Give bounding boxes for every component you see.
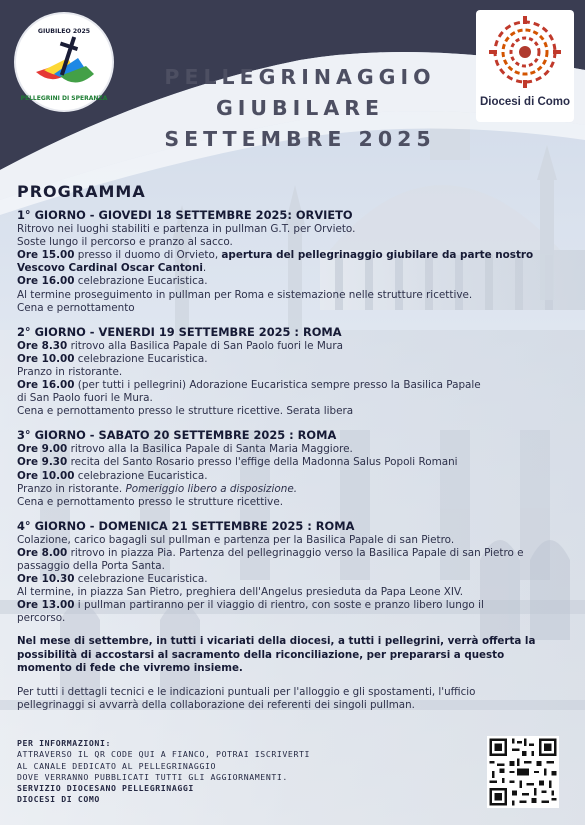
- day-2: [17, 325, 565, 419]
- text: i pullman partiranno per il viaggio di rientro, con soste e pranzo libero lungo il: [74, 599, 484, 612]
- day-1-line: Al termine proseguimento in pullman per Roma e sistemazione nelle strutture ricettive.: [17, 288, 473, 301]
- day-2-line: di San Paolo fuori le Mura.: [17, 392, 153, 405]
- day-3-line: Cena e pernottamento presso le strutture ricettive.: [17, 495, 284, 508]
- program-content: [17, 182, 565, 730]
- time: Ore 10.00: [17, 469, 75, 482]
- time: Ore 16.00: [17, 379, 75, 392]
- time: Ore 16.00: [17, 275, 75, 288]
- day-4-line: [17, 547, 565, 560]
- day-2-line: [17, 379, 565, 392]
- poster-title: [120, 62, 480, 155]
- logo-left-top-text: GIUBILEO 2025: [37, 28, 91, 35]
- program-heading: PROGRAMMA: [17, 182, 146, 201]
- text: ritrovo alla Basilica Papale di San Paolo fuori le Mura: [67, 339, 344, 352]
- diocese-name: Diocesi di Como: [479, 96, 571, 108]
- day-3-line: [17, 470, 565, 483]
- text: celebrazione Eucaristica.: [74, 352, 208, 365]
- text: Pranzo in ristorante.: [17, 482, 126, 495]
- title-line-3: SETTEMBRE 2025: [164, 127, 436, 151]
- day-4-title: 4° GIORNO - DOMENICA 21 SETTEMBRE 2025 : ROMA: [17, 518, 355, 533]
- day-4: [17, 519, 565, 626]
- text: celebrazione Eucaristica.: [74, 275, 208, 288]
- day-3-line: [17, 483, 565, 496]
- day-2-line: Pranzo in ristorante.: [17, 365, 123, 378]
- notice-line: Nel mese di settembre, in tutti i vicariati della diocesi, a tutti i pellegrini, verrà offerta la: [17, 635, 536, 648]
- italic-text: Pomeriggio libero a disposizione.: [125, 482, 298, 495]
- day-4-line: Colazione, carico bagagli sul pullman e partenza per la Basilica Papale di san Pietro.: [17, 533, 455, 546]
- info-section: [17, 738, 417, 806]
- day-1-line: [17, 275, 565, 288]
- time: Ore 9.00: [17, 443, 68, 456]
- title-line-1: PELLEGRINAGGIO: [164, 65, 436, 89]
- time: Ore 15.00: [17, 249, 75, 262]
- time: Ore 8.30: [17, 339, 68, 352]
- reconciliation-notice: [17, 635, 565, 675]
- qr-code-icon[interactable]: [487, 736, 559, 808]
- info-heading: PER INFORMAZIONI:: [17, 738, 111, 748]
- closing-line: pellegrinaggi si avvarrà della collaborazione dei referenti dei singoli pullman.: [17, 699, 415, 712]
- jubilee-logo-icon: [16, 14, 112, 110]
- day-1-line: Cena e pernottamento: [17, 301, 135, 314]
- text: .: [202, 262, 207, 275]
- day-1-line: [17, 262, 565, 275]
- day-1: [17, 208, 565, 315]
- text: recita del Santo Rosario presso l'effige della Madonna Salus Popoli Romani: [67, 456, 458, 469]
- day-4-line: percorso.: [17, 612, 66, 625]
- day-3-title: 3° GIORNO - SABATO 20 SETTEMBRE 2025 : ROMA: [17, 428, 337, 443]
- text: celebrazione Eucaristica.: [74, 469, 208, 482]
- notice-line: momento di fede che vivremo insieme.: [17, 662, 243, 675]
- title-line-2: GIUBILARE: [215, 96, 385, 120]
- day-3: [17, 428, 565, 508]
- text: ritrovo alla la Basilica Papale di Santa Maria Maggiore.: [67, 443, 353, 456]
- text: (per tutti i pellegrini) Adorazione Eucaristica sempre presso la Basilica Papale: [74, 379, 481, 392]
- diocese-rosette-icon: [476, 10, 574, 94]
- highlight: apertura del pellegrinaggio giubilare da parte nostro: [221, 249, 534, 262]
- time: Ore 10.00: [17, 352, 75, 365]
- time: Ore 10.30: [17, 573, 75, 586]
- day-1-title: 1° GIORNO - GIOVEDI 18 SETTEMBRE 2025: ORVIETO: [17, 208, 353, 223]
- time: Ore 8.00: [17, 546, 68, 559]
- qr-code[interactable]: [487, 736, 559, 808]
- closing-line: Per tutti i dettagli tecnici e le indicazioni puntuali per l'alloggio e gli spostamenti, l'ufficio: [17, 685, 476, 698]
- time: Ore 9.30: [17, 456, 68, 469]
- office-line: SERVIZIO DIOCESANO PELLEGRINAGGI: [17, 783, 194, 794]
- day-1-line: Soste lungo il percorso e pranzo al sacco.: [17, 236, 233, 249]
- info-line: ATTRAVERSO IL QR CODE QUI A FIANCO, POTRAI ISCRIVERTI: [17, 749, 311, 760]
- day-4-line: [17, 599, 565, 612]
- text: presso il duomo di Orvieto,: [74, 249, 222, 262]
- text: ritrovo in piazza Pia. Partenza del pellegrinaggio verso la Basilica Papale di san Pietro e: [67, 546, 524, 559]
- info-line: AL CANALE DEDICATO AL PELLEGRINAGGIO: [17, 760, 217, 771]
- day-2-line: Cena e pernottamento presso le strutture ricettive. Serata libera: [17, 405, 354, 418]
- info-line: DOVE VERRANNO PUBBLICATI TUTTI GLI AGGIORNAMENTI.: [17, 771, 288, 782]
- diocese-logo: [476, 10, 574, 122]
- closing-paragraph: [17, 686, 565, 713]
- time: Ore 13.00: [17, 599, 75, 612]
- day-3-line: [17, 456, 565, 469]
- day-2-title: 2° GIORNO - VENERDI 19 SETTEMBRE 2025 : ROMA: [17, 324, 342, 339]
- day-2-line: [17, 340, 565, 353]
- notice-line: possibilità di accostarsi al sacramento della riconciliazione, per prepararsi a questo: [17, 648, 505, 661]
- day-2-line: [17, 353, 565, 366]
- day-4-line: Al termine, in piazza San Pietro, preghiera dell'Angelus presieduta da Papa Leone XIV.: [17, 586, 464, 599]
- text: celebrazione Eucaristica.: [74, 573, 208, 586]
- day-4-line: [17, 573, 565, 586]
- day-4-line: passaggio della Porta Santa.: [17, 559, 165, 572]
- day-3-line: [17, 443, 565, 456]
- jubilee-logo: [16, 14, 112, 110]
- highlight: Vescovo Cardinal Oscar Cantoni: [17, 262, 203, 275]
- day-1-line: [17, 249, 565, 262]
- office-line: DIOCESI DI COMO: [17, 794, 100, 805]
- day-1-line: Ritrovo nei luoghi stabiliti e partenza in pullman G.T. per Orvieto.: [17, 223, 356, 236]
- logo-left-bottom-text: PELLEGRINI DI SPERANZA: [20, 95, 108, 102]
